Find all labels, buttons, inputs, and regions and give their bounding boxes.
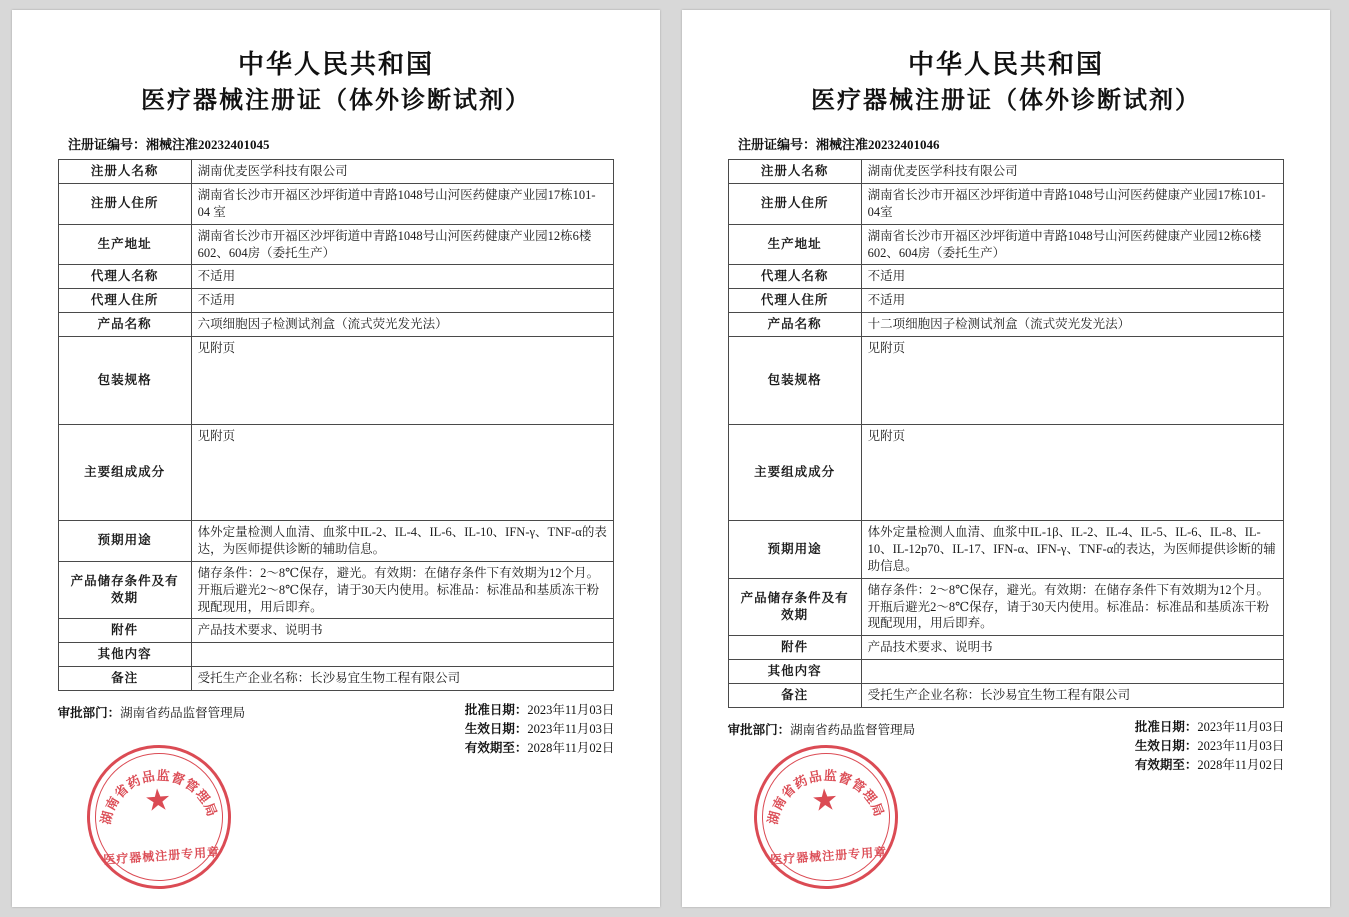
table-row <box>58 265 614 289</box>
row-value: 体外定量检测人血清、血浆中IL-2、IL-4、IL-6、IL-10、IFN-γ、TNF-α的表达，为医师提供诊断的辅助信息。 <box>191 521 614 562</box>
row-value: 湖南省长沙市开福区沙坪街道中青路1048号山河医药健康产业园17栋101-04 室 <box>191 183 614 224</box>
approval-department-value: 湖南省药品监督管理局 <box>120 706 246 720</box>
table-row <box>58 619 614 643</box>
table-row <box>728 636 1284 660</box>
certificate-page-2 <box>682 10 1330 907</box>
row-label: 备注 <box>728 684 861 708</box>
row-value: 储存条件：2～8℃保存，避光。有效期：在储存条件下有效期为12个月。开瓶后避光2～8℃保存，请于30天内使用。标准品：标准品和基质冻干粉现配现用，用后即弃。 <box>191 561 614 619</box>
page-title <box>46 48 626 118</box>
seal-arc-label: 湖南省药品监督管理局 <box>97 767 221 826</box>
certificate-page-1 <box>12 10 660 907</box>
registration-number <box>738 134 1296 153</box>
effective-date-value: 2023年11月03日 <box>527 722 615 736</box>
registration-number <box>68 134 626 153</box>
row-label: 产品名称 <box>58 313 191 337</box>
row-label: 代理人住所 <box>728 289 861 313</box>
row-value <box>191 643 614 667</box>
row-label: 注册人住所 <box>58 183 191 224</box>
row-value: 湖南省长沙市开福区沙坪街道中青路1048号山河医药健康产业园17栋101-04室 <box>861 183 1284 224</box>
approval-date-value: 2023年11月03日 <box>1197 719 1285 734</box>
row-label: 产品名称 <box>728 313 861 337</box>
row-label: 包装规格 <box>728 337 861 425</box>
row-label: 代理人名称 <box>728 265 861 289</box>
seal-bottom-text: 医疗器械注册专用章 <box>102 844 221 867</box>
seal-bottom-text: 医疗器械注册专用章 <box>769 844 888 867</box>
seal-arc-label: 湖南省药品监督管理局 <box>764 767 888 826</box>
expiry-date-value: 2028年11月02日 <box>527 741 615 755</box>
row-value: 湖南省长沙市开福区沙坪街道中青路1048号山河医药健康产业园12栋6楼602、604房（委托生产） <box>861 224 1284 265</box>
row-label: 代理人住所 <box>58 289 191 313</box>
approval-department-label: 审批部门： <box>727 722 791 737</box>
row-label: 注册人住所 <box>728 183 861 224</box>
official-seal-stamp <box>749 740 903 894</box>
row-value: 湖南省长沙市开福区沙坪街道中青路1048号山河医药健康产业园12栋6楼602、604房（委托生产） <box>191 224 614 265</box>
seal-arc-text <box>753 749 900 896</box>
row-label: 产品储存条件及有效期 <box>58 561 191 619</box>
row-label: 主要组成成分 <box>728 425 861 521</box>
row-value: 体外定量检测人血清、血浆中IL-1β、IL-2、IL-4、IL-5、IL-6、IL-8、IL-10、IL-12p70、IL-17、IFN-α、IFN-γ、TNF-α的表达，为医师提供诊断的辅助信息。 <box>861 521 1284 579</box>
row-label: 其他内容 <box>58 643 191 667</box>
row-value: 不适用 <box>861 265 1284 289</box>
row-label: 注册人名称 <box>728 160 861 184</box>
table-row <box>728 684 1284 708</box>
row-label: 附件 <box>728 636 861 660</box>
table-row <box>728 425 1284 521</box>
expiry-date <box>1135 756 1285 775</box>
expiry-date-label: 有效期至： <box>464 741 528 755</box>
date-block <box>1135 718 1285 775</box>
row-value: 受托生产企业名称：长沙易宜生物工程有限公司 <box>191 667 614 691</box>
table-row <box>728 660 1284 684</box>
table-row <box>728 313 1284 337</box>
row-value: 见附页 <box>861 337 1284 425</box>
table-row <box>58 667 614 691</box>
table-row <box>728 183 1284 224</box>
row-label: 预期用途 <box>58 521 191 562</box>
table-row <box>58 313 614 337</box>
table-row <box>58 521 614 562</box>
date-block <box>465 701 615 758</box>
approval-department-label: 审批部门： <box>57 706 121 720</box>
row-value: 不适用 <box>191 265 614 289</box>
expiry-date-value: 2028年11月02日 <box>1197 757 1285 772</box>
approval-department-value: 湖南省药品监督管理局 <box>790 722 916 737</box>
table-row <box>58 561 614 619</box>
certificate-table <box>58 159 615 691</box>
row-value: 湖南优麦医学科技有限公司 <box>861 160 1284 184</box>
row-label: 生产地址 <box>728 224 861 265</box>
table-row <box>728 265 1284 289</box>
effective-date-label: 生效日期： <box>464 722 528 736</box>
approval-date-label: 批准日期： <box>464 703 528 717</box>
row-label: 备注 <box>58 667 191 691</box>
row-value: 不适用 <box>861 289 1284 313</box>
row-label: 包装规格 <box>58 337 191 425</box>
certificate-table <box>728 159 1285 708</box>
seal-star-icon: ★ <box>810 783 840 818</box>
row-value: 产品技术要求、说明书 <box>861 636 1284 660</box>
table-row <box>728 160 1284 184</box>
table-row <box>58 337 614 425</box>
table-row <box>728 224 1284 265</box>
expiry-date-label: 有效期至： <box>1134 757 1198 772</box>
registration-number-value: 湘械注准20232401046 <box>816 137 940 152</box>
row-value: 见附页 <box>191 337 614 425</box>
row-value: 见附页 <box>191 425 614 521</box>
expiry-date <box>465 739 615 758</box>
table-row <box>58 643 614 667</box>
row-value: 不适用 <box>191 289 614 313</box>
table-row <box>728 337 1284 425</box>
table-row <box>728 578 1284 636</box>
row-label: 注册人名称 <box>58 160 191 184</box>
approval-department <box>58 701 246 721</box>
row-value: 六项细胞因子检测试剂盒（流式荧光发光法） <box>191 313 614 337</box>
row-value: 湖南优麦医学科技有限公司 <box>191 160 614 184</box>
row-label: 其他内容 <box>728 660 861 684</box>
row-value: 受托生产企业名称：长沙易宜生物工程有限公司 <box>861 684 1284 708</box>
registration-number-value: 湘械注准20232401045 <box>146 137 270 152</box>
approval-date-label: 批准日期： <box>1134 719 1198 734</box>
registration-number-label: 注册证编号： <box>68 137 147 152</box>
row-label: 预期用途 <box>728 521 861 579</box>
table-row <box>58 289 614 313</box>
approval-department <box>728 718 916 738</box>
table-row <box>728 521 1284 579</box>
row-label: 附件 <box>58 619 191 643</box>
title-line-2: 医疗器械注册证（体外诊断试剂） <box>811 88 1201 114</box>
table-row <box>58 425 614 521</box>
title-line-1: 中华人民共和国 <box>237 50 434 79</box>
effective-date-value: 2023年11月03日 <box>1197 738 1285 753</box>
approval-date <box>1135 718 1285 737</box>
row-label: 主要组成成分 <box>58 425 191 521</box>
effective-date <box>465 720 615 739</box>
row-value: 见附页 <box>861 425 1284 521</box>
table-row <box>58 160 614 184</box>
title-line-1: 中华人民共和国 <box>907 50 1104 79</box>
row-label: 生产地址 <box>58 224 191 265</box>
row-value: 十二项细胞因子检测试剂盒（流式荧光发光法） <box>861 313 1284 337</box>
row-value: 储存条件：2～8℃保存，避光。有效期：在储存条件下有效期为12个月。开瓶后避光2～8℃保存，请于30天内使用。标准品：标准品和基质冻干粉现配现用，用后即弃。 <box>861 578 1284 636</box>
table-row <box>58 183 614 224</box>
effective-date <box>1135 737 1285 756</box>
seal-arc-text <box>86 749 233 896</box>
table-row <box>728 289 1284 313</box>
seal-star-icon: ★ <box>143 783 173 818</box>
row-label: 代理人名称 <box>58 265 191 289</box>
official-seal-stamp <box>82 740 236 894</box>
title-line-2: 医疗器械注册证（体外诊断试剂） <box>141 88 531 114</box>
table-row <box>58 224 614 265</box>
approval-date-value: 2023年11月03日 <box>527 703 615 717</box>
approval-date <box>465 701 615 720</box>
effective-date-label: 生效日期： <box>1134 738 1198 753</box>
row-label: 产品储存条件及有效期 <box>728 578 861 636</box>
row-value <box>861 660 1284 684</box>
page-title <box>716 48 1296 118</box>
row-value: 产品技术要求、说明书 <box>191 619 614 643</box>
registration-number-label: 注册证编号： <box>738 137 817 152</box>
